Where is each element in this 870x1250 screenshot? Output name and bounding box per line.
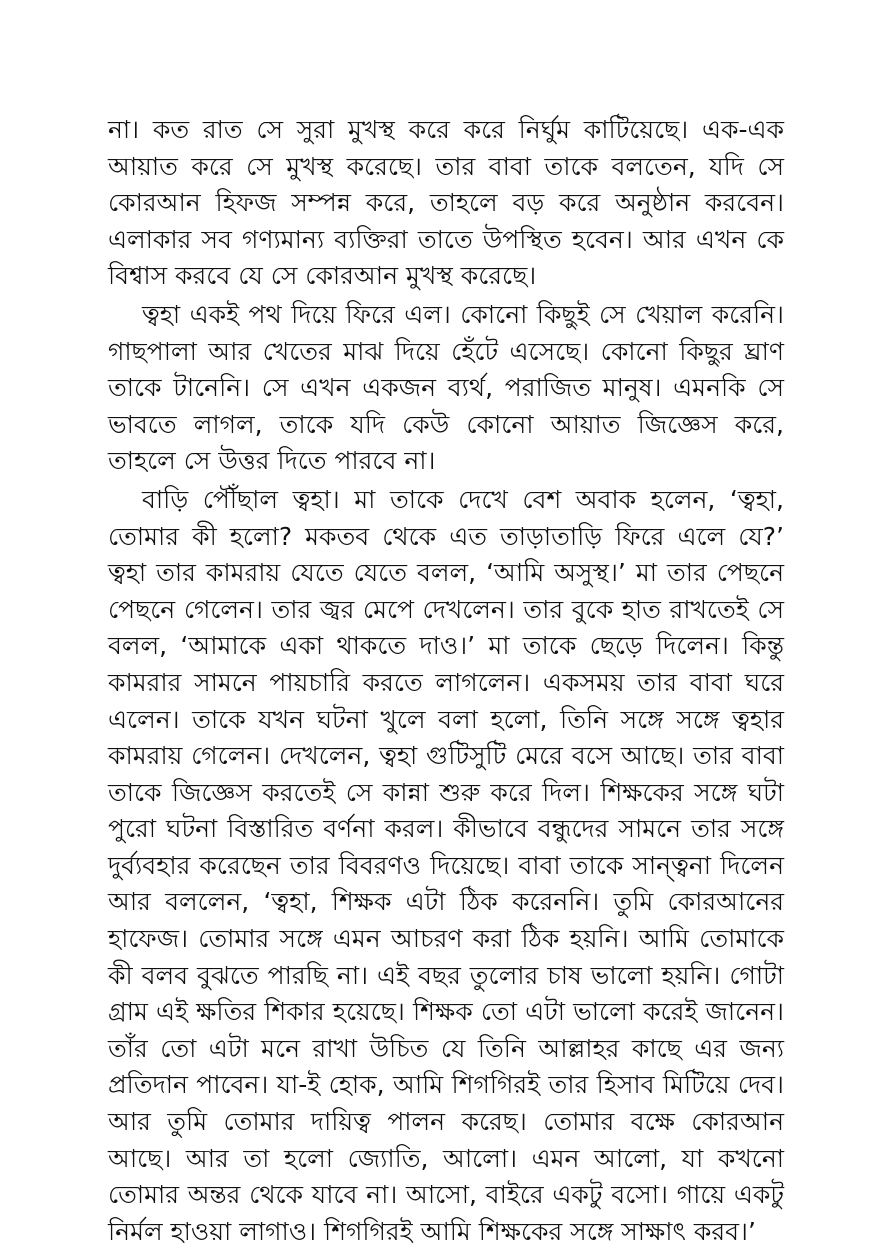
paragraph-3: বাড়ি পৌঁছাল ত্বহা। মা তাকে দেখে বেশ অবাক হলেন, ‘ত্বহা, তোমার কী হলো? মকতব থেকে এত তাড়াতাড়ি ফিরে এলে যে?’ ত্বহা তার কামরায় যেতে যেতে বলল, ‘আমি অসুস্থ।’ মা তার পেছনে পেছনে গেলেন। তার জ্বর মেপে দেখলেন। তার বুকে হাত রাখতেই সে বলল, ‘আমাকে একা থাকতে দাও।’ মা তাকে ছেড়ে দিলেন। কিন্তু কামরার সামনে পায়চারি করতে লাগলেন। একসময় তার বাবা ঘরে এলেন। তাকে যখন ঘটনা খুলে বলা হলো, তিনি সঙ্গে সঙ্গে ত্বহার কামরায় গেলেন। দেখলেন, ত্বহা গুটিসুটি মেরে বসে আছে। তার বাবা তাকে জিজ্ঞেস করতেই সে কান্না শুরু করে দিল। শিক্ষকের সঙ্গে ঘটা পুরো ঘটনা বিস্তারিত বর্ণনা করল। কীভাবে বন্ধুদের সামনে তার সঙ্গে দুর্ব্যবহার করেছেন তার বিবরণও দিয়েছে। বাবা তাকে সান্ত্বনা দিলেন আর বললেন, ‘ত্বহা, শিক্ষক এটা ঠিক করেননি। তুমি কোরআনের হাফেজ। তোমার সঙ্গে এমন আচরণ করা ঠিক হয়নি। আমি তোমাকে কী বলব বুঝতে পারছি না। এই বছর তুলোর চাষ ভালো হয়নি। গোটা গ্রাম এই ক্ষতির শিকার হয়েছে। শিক্ষক তো এটা ভালো করেই জানেন। তাঁর তো এটা মনে রাখা উচিত যে তিনি আল্লাহর কাছে এর জন্য প্রতিদান পাবেন। যা-ই হোক, আমি শিগগিরই তার হিসাব মিটিয়ে দেব। আর তুমি তোমার দায়িত্ব পালন করেছ। তোমার বক্ষে কোরআন আছে। আর তা হলো জ্যোতি, আলো। এমন আলো, যা কখনো তোমার অন্তর থেকে যাবে না। আসো, বাইরে একটু বসো। গায়ে একটু নির্মল হাওয়া লাগাও। শিগগিরই আমি শিক্ষকের সঙ্গে সাক্ষাৎ করব।’ [108,484,784,1246]
page-body [108,112,784,1250]
paragraph-2: ত্বহা একই পথ দিয়ে ফিরে এল। কোনো কিছুই সে খেয়াল করেনি। গাছপালা আর খেতের মাঝ দিয়ে হেঁটে এসেছে। কোনো কিছুর ঘ্রাণ তাকে টানেনি। সে এখন একজন ব্যর্থ, পরাজিত মানুষ। এমনকি সে ভাবতে লাগল, তাকে যদি কেউ কোনো আয়াত জিজ্ঞেস করে, তাহলে সে উত্তর দিতে পারবে না। [108,299,784,476]
paragraph-1: না। কত রাত সে সুরা মুখস্থ করে করে নির্ঘুম কাটিয়েছে। এক-এক আয়াত করে সে মুখস্থ করেছে। তার বাবা তাকে বলতেন, যদি সে কোরআন হিফজ সম্পন্ন করে, তাহলে বড় করে অনুষ্ঠান করবেন। এলাকার সব গণ্যমান্য ব্যক্তিরা তাতে উপস্থিত হবেন। আর এখন কে বিশ্বাস করবে যে সে কোরআন মুখস্থ করেছে। [108,115,784,291]
